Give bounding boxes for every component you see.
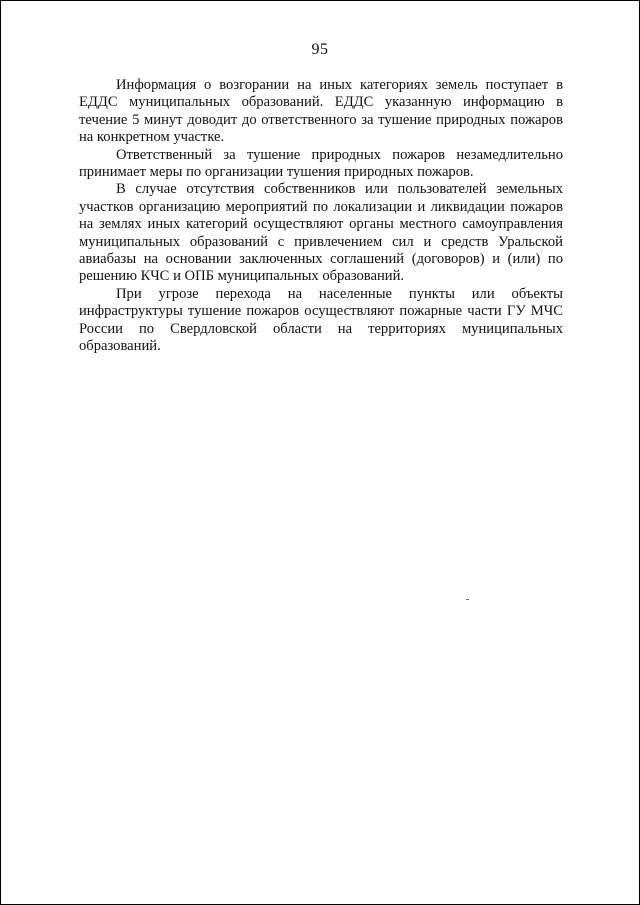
paragraph-1: Информация о возгорании на иных категориях земель поступает в ЕДДС муниципальных образований. ЕДДС указанную информацию в течение 5 минут доводит до ответственного за тушение природных пожаров на конкретном участке.	[79, 77, 563, 146]
scan-artifact	[466, 599, 469, 600]
document-body	[79, 77, 563, 356]
paragraph-4: При угрозе перехода на населенные пункты или объекты инфраструктуры тушение пожаров осуществляют пожарные части ГУ МЧС России по Свердловской области на территориях муниципальных образований.	[79, 285, 563, 355]
page-number: 95	[311, 41, 329, 58]
paragraph-2: Ответственный за тушение природных пожаров незамедлительно принимает меры по организации тушения природных пожаров.	[79, 146, 563, 181]
paragraph-3: В случае отсутствия собственников или пользователей земельных участков организацию мероприятий по локализации и ликвидации пожаров на землях иных категорий осуществляют органы местного самоуправления муниципальных образований с привлечением сил и средств Уральской авиабазы на основании заключенных соглашений (договоров) и (или) по решению КЧС и ОПБ муниципальных образований.	[79, 181, 563, 285]
